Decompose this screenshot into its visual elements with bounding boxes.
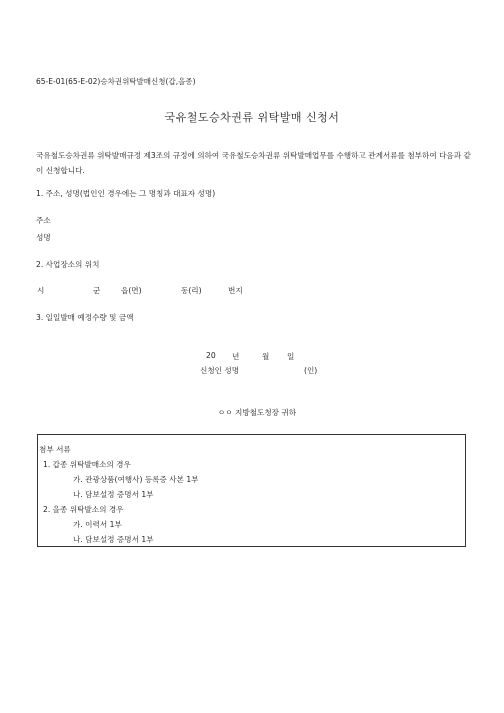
applicant-line [0,365,504,377]
intro-paragraph: 국유철도승차권류 위탁발매규정 제3조의 규정에 의하여 국유철도승차권류 위탁발매업무를 수행하고 관계서류를 첨부하여 다음과 같이 신청합니다. [36,151,471,175]
attachment-group2-item: 가. 이력서 1부 [73,520,122,529]
location-unit-beonji: 번지 [228,286,243,295]
attachment-group2-heading: 2. 을종 위탁발소의 경우 [43,505,124,514]
attachments-box [37,434,466,547]
year-prefix: 20 [206,351,216,360]
recipient-line: ㅇㅇ 지방철도청장 귀하 [217,408,297,417]
attachment-group1-heading: 1. 갑종 위탁발매소의 경우 [43,460,131,469]
attachment-group1-item: 가. 관광상품(여행사) 등록증 사본 1부 [73,475,199,484]
seal-mark: (인) [304,366,318,375]
address-label: 주소 [36,216,51,225]
section1-heading: 1. 주소, 성명(법인인 경우에는 그 명칭과 대표자 성명) [36,189,216,198]
location-unit-eup: 읍(면) [121,286,142,295]
attachment-group1-item: 나. 담보설정 증명서 1부 [73,490,154,499]
year-label: 년 [232,352,240,361]
document-title: 국유철도승차권류 위탁발매 신청서 [164,111,340,124]
location-unit-gun: 군 [93,286,101,295]
date-line [0,351,504,363]
attachment-group2-item: 나. 담보설정 증명서 1부 [73,535,154,544]
applicant-label: 신청인 성명 [200,366,240,375]
location-row [0,285,504,297]
section3-heading: 3. 일일발매 예정수량 및 금액 [36,313,134,322]
month-label: 월 [262,352,270,361]
name-label: 성명 [36,233,51,242]
section2-heading: 2. 사업장소의 위치 [36,260,100,269]
location-unit-si: 시 [37,286,45,295]
form-code: 65-E-01(65-E-02)승차권위탁발매신청(갑,을종) [36,77,196,86]
day-label: 일 [287,352,295,361]
location-unit-dong: 동(리) [181,286,202,295]
attachments-title: 첨부 서류 [39,445,71,454]
